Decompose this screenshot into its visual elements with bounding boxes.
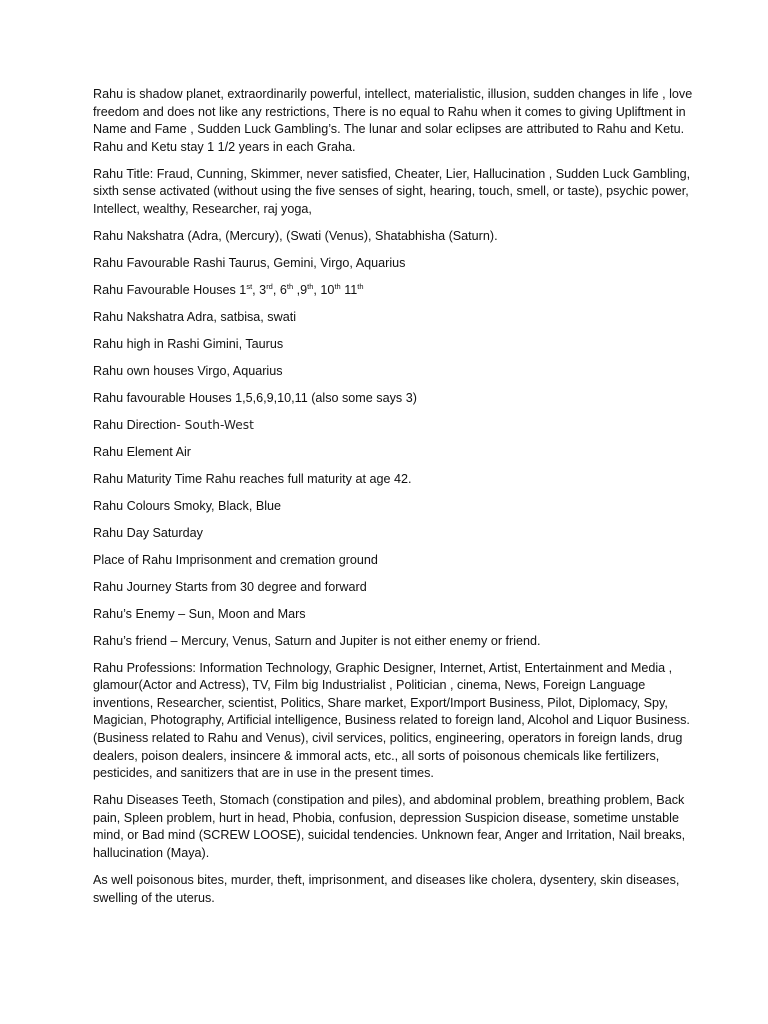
diseases-paragraph: Rahu Diseases Teeth, Stomach (constipation and piles), and abdominal problem, breathing problem, Back pain, Spleen problem, hurt in head, Phobia, confusion, depression Suspicion disease, sometime unstable mind, or Bad mind (SCREW LOOSE), suicidal tendencies. Unknown fear, Anger and Irritation, Nail breaks, hallucination (Maya). [93, 793, 686, 861]
house-number-9: ,9 [293, 282, 308, 297]
friend-line: Rahu’s friend – Mercury, Venus, Saturn and Jupiter is not either enemy or friend. [93, 633, 541, 648]
house-suffix-6: th [286, 281, 294, 291]
house-suffix-3: rd [266, 281, 273, 291]
house-suffix-10: th [334, 281, 341, 291]
bites-paragraph: As well poisonous bites, murder, theft, imprisonment, and diseases like cholera, dysentery, skin diseases, swelling of the uterus. [93, 873, 680, 905]
rahu-nakshatra-line-2: Rahu Nakshatra Adra, satbisa, swati [93, 309, 297, 324]
intro-paragraph: Rahu is shadow planet, extraordinarily powerful, intellect, materialistic, illusion, sudden changes in life , love freedom and does not like any restrictions, There is no equal to Rahu when it comes to giving Upliftment in Name and Fame , Sudden Luck Gambling’s. The lunar and solar eclipses are attributed to Rahu and Ketu. Rahu and Ketu stay 1 1/2 years in each Graha. [93, 87, 693, 154]
house-number-11: 11 [340, 282, 358, 297]
journey-line: Rahu Journey Starts from 30 degree and forward [93, 579, 367, 594]
house-number-3: , 3 [252, 282, 267, 297]
rahu-title-paragraph: Rahu Title: Fraud, Cunning, Skimmer, never satisfied, Cheater, Lier, Hallucination , Sudden Luck Gambling, sixth sense activated (without using the five senses of sight, hearing, touch, smell, or taste), psychic power, Intellect, wealthy, Researcher, raj yoga, [93, 166, 691, 216]
professions-paragraph: Rahu Professions: Information Technology, Graphic Designer, Internet, Artist, Entertainment and Media , glamour(Actor and Actress), TV, Film big Industrialist , Politician , cinema, News, Foreign Language inventions, Researcher, scientist, Politics, Share market, Export/Import Business, Pilot, Diplomacy, Spy, Magician, Photography, Artificial intelligence, Business related to foreign land, Alcohol and Liquor Business. (Business related to Rahu and Venus), civil services, politics, engineering, operators in foreign lands, drug dealers, poison dealers, insincere & immoral acts, etc., all sorts of poisonous chemicals like fertilizers, pesticides, and sanitizers that are in use in the present times. [93, 660, 690, 781]
house-suffix-9: th [307, 281, 314, 291]
element-line: Rahu Element Air [93, 444, 192, 459]
house-suffix-11: th [357, 281, 364, 291]
maturity-line: Rahu Maturity Time Rahu reaches full maturity at age 42. [93, 471, 412, 486]
direction-line [93, 417, 708, 435]
house-suffix-1: st [246, 281, 253, 291]
favourable-houses-line [93, 282, 708, 300]
day-line: Rahu Day Saturday [93, 525, 203, 540]
house-number-6: , 6 [272, 282, 287, 297]
enemy-line: Rahu’s Enemy – Sun, Moon and Mars [93, 606, 306, 621]
place-line: Place of Rahu Imprisonment and cremation ground [93, 552, 378, 567]
own-houses-line: Rahu own houses Virgo, Aquarius [93, 363, 283, 378]
direction-value: - South-West [176, 417, 254, 432]
direction-label: Rahu Direction [93, 417, 177, 432]
houses-prefix: Rahu Favourable Houses 1 [93, 282, 247, 297]
house-number-10: , 10 [313, 282, 335, 297]
colours-line: Rahu Colours Smoky, Black, Blue [93, 498, 282, 513]
rahu-nakshatra-line: Rahu Nakshatra (Adra, (Mercury), (Swati (Venus), Shatabhisha (Saturn). [93, 228, 498, 243]
favourable-rashi-line: Rahu Favourable Rashi Taurus, Gemini, Virgo, Aquarius [93, 255, 406, 270]
high-in-rashi-line: Rahu high in Rashi Gimini, Taurus [93, 336, 284, 351]
favourable-houses-numbers-line: Rahu favourable Houses 1,5,6,9,10,11 (also some says 3) [93, 390, 417, 405]
